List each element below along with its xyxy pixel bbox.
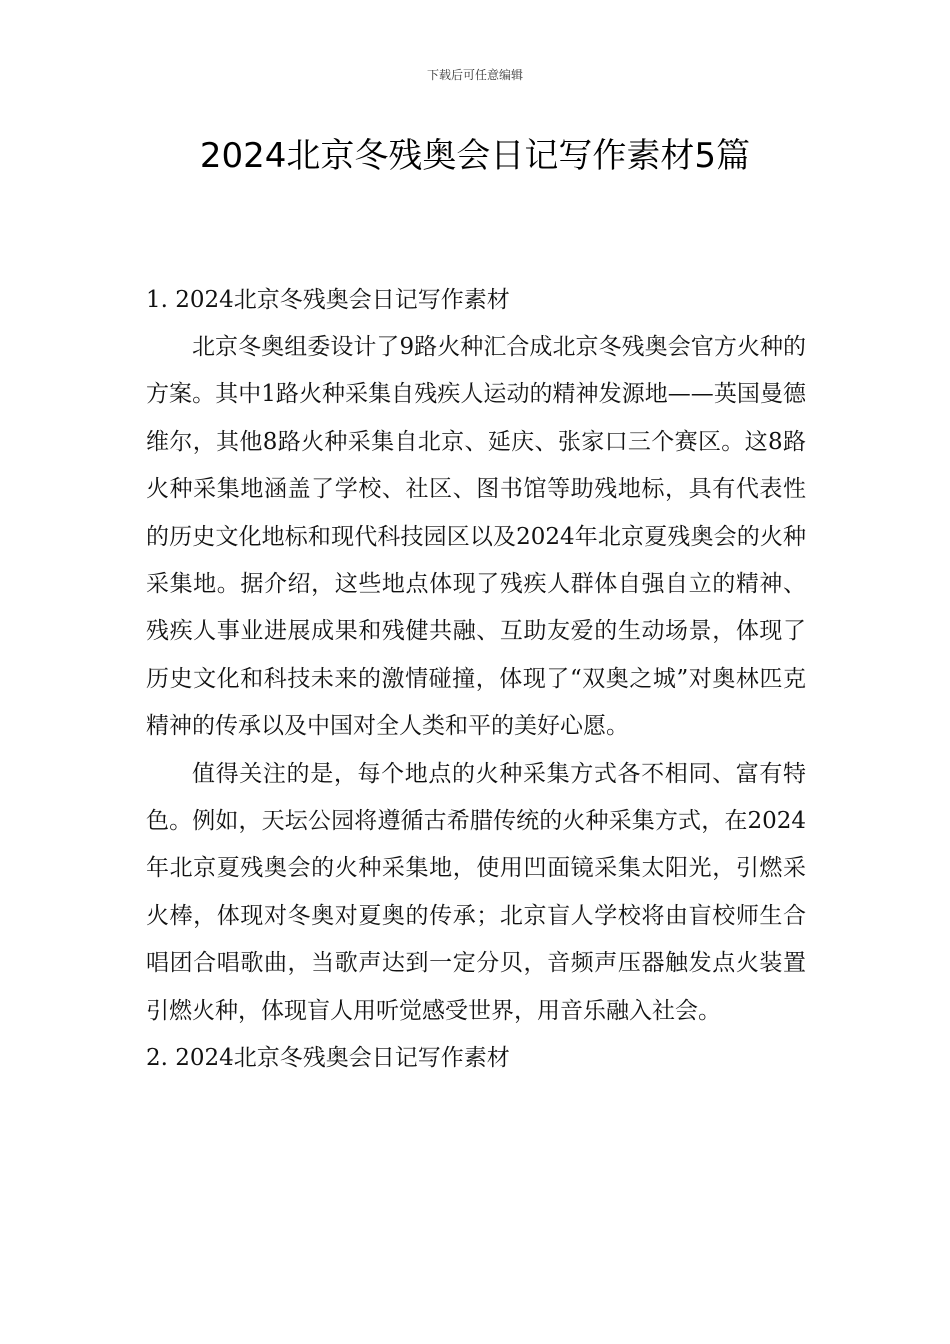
paragraph-1-1: 北京冬奥组委设计了9路火种汇合成北京冬残奥会官方火种的方案。其中1路火种采集自残疾人运动的精神发源地——英国曼德维尔，其他8路火种采集自北京、延庆、张家口三个赛区。这8路火种采集地涵盖了学校、社区、图书馆等助残地标，具有代表性的历史文化地标和现代科技园区以及2024年北京夏残奥会的火种采集地。据介绍，这些地点体现了残疾人群体自强自立的精神、残疾人事业进展成果和残健共融、互助友爱的生动场景，体现了历史文化和科技未来的激情碰撞，体现了“双奥之城”对奥林匹克精神的传承以及中国对全人类和平的美好心愿。: [146, 334, 806, 740]
section-heading-2: 2. 2024北京冬残奥会日记写作素材: [146, 1045, 510, 1072]
document-title: 2024北京冬残奥会日记写作素材5篇: [199, 136, 751, 176]
section-heading-1: 1. 2024北京冬残奥会日记写作素材: [146, 287, 510, 313]
document-body: [146, 277, 806, 1082]
header-note: 下载后可任意编辑: [426, 68, 523, 82]
paragraph-1-2: 值得关注的是，每个地点的火种采集方式各不相同、富有特色。例如，天坛公园将遵循古希腊传统的火种采集方式，在2024年北京夏残奥会的火种采集地，使用凹面镜采集太阳光，引燃采火棒，体现对冬奥对夏奥的传承；北京盲人学校将由盲校师生合唱团合唱歌曲，当歌声达到一定分贝，音频声压器触发点火装置引燃火种，体现盲人用听觉感受世界，用音乐融入社会。: [146, 760, 806, 1024]
